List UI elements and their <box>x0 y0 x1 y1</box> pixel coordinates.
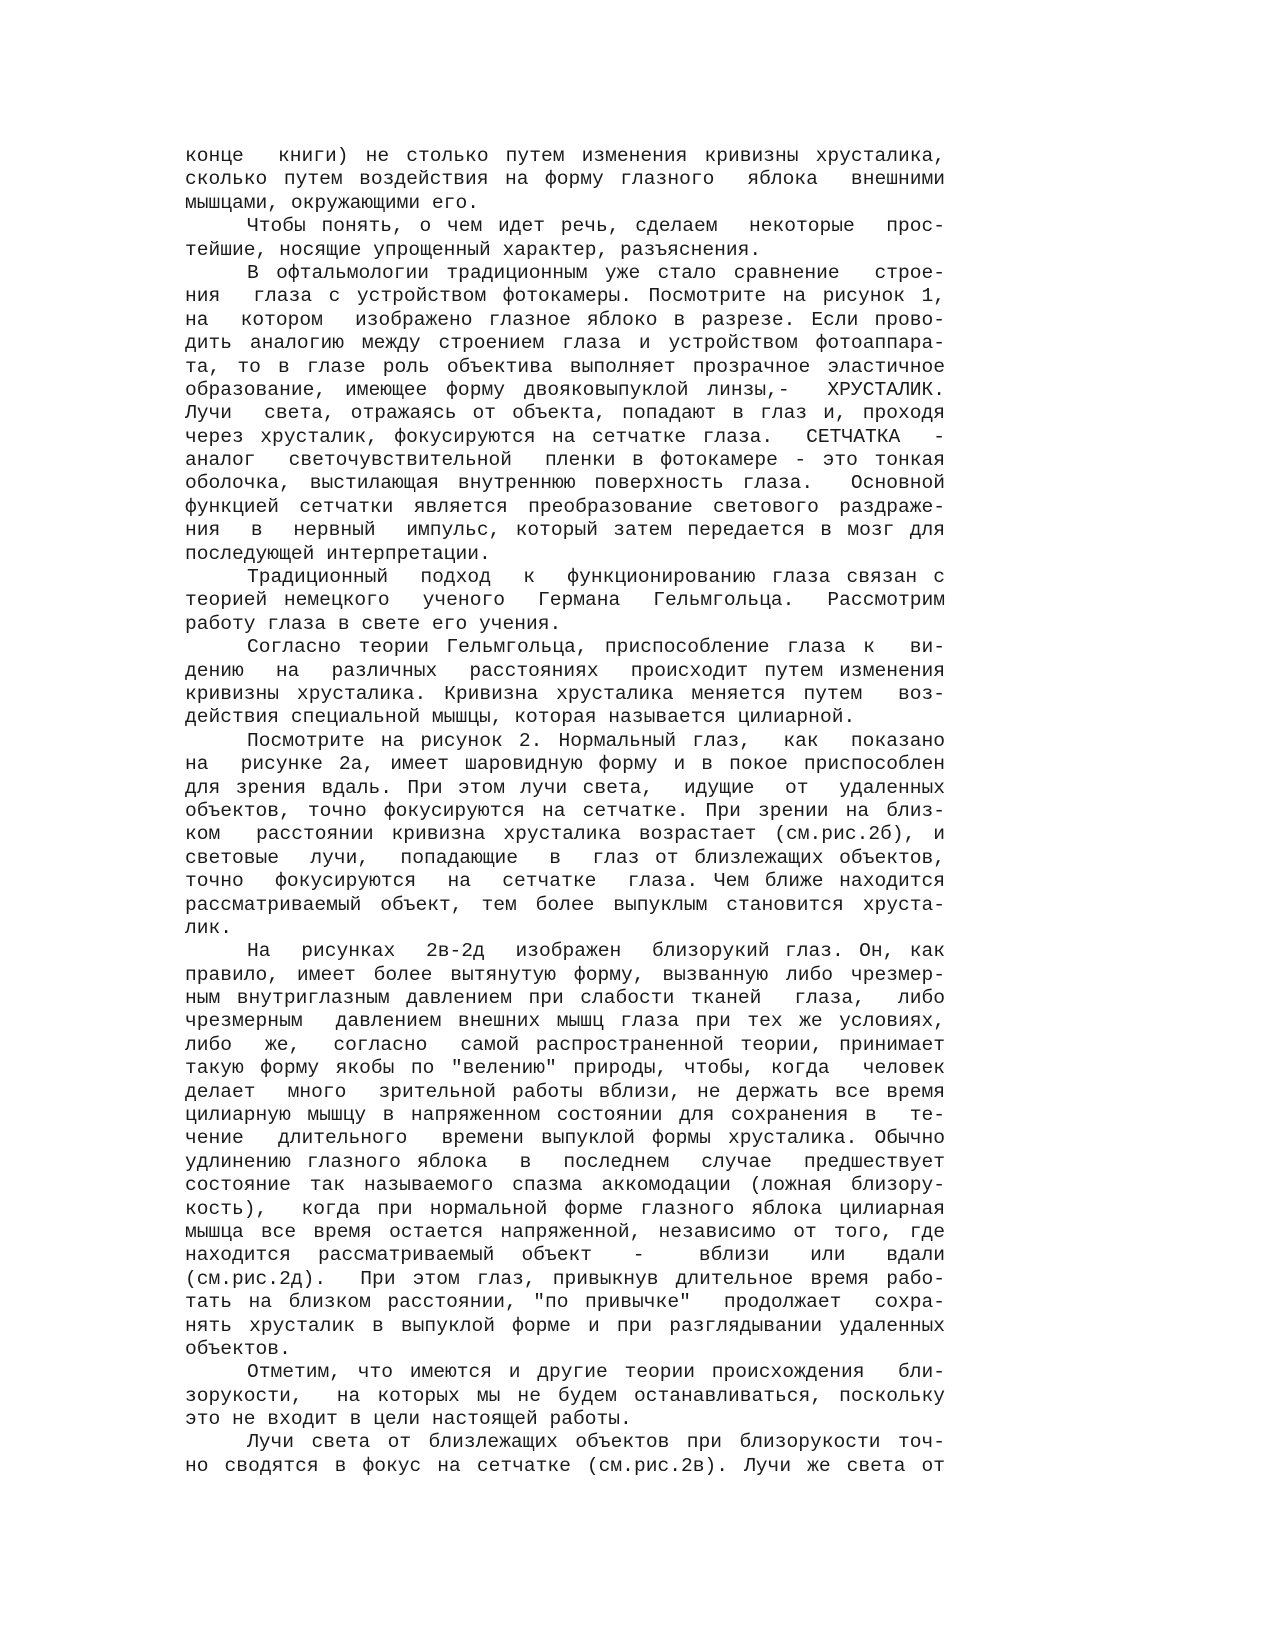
text-line: цилиарную мышцу в напряженном состоянии для сохранения в те- <box>185 1104 945 1127</box>
text-line: ния глаза с устройством фотокамеры. Посмотрите на рисунок 1, <box>185 285 945 308</box>
text-line: ным внутриглазным давлением при слабости тканей глаза, либо <box>185 987 945 1010</box>
text-line: находится рассматриваемый объект - вблизи или вдали <box>185 1244 945 1267</box>
text-line: либо же, согласно самой распространенной теории, принимает <box>185 1033 945 1056</box>
text-line: оболочка, выстилающая внутреннюю поверхность глаза. Основной <box>185 472 945 495</box>
text-line: последующей интерпретации. <box>185 542 491 565</box>
text-line: Лучи света, отражаясь от объекта, попадают в глаз и, проходя <box>185 402 945 425</box>
text-line: тейшие, носящие упрощенный характер, разъяснения. <box>185 238 762 261</box>
text-line: теорией немецкого ученого Германа Гельмгольца. Рассмотрим <box>185 589 945 612</box>
text-line: это не входит в цели настоящей работы. <box>185 1408 632 1431</box>
text-line: состояние так называемого спазма аккомодации (ложная близору- <box>185 1174 945 1197</box>
text-line: та, то в глазе роль объектива выполняет прозрачное эластичное <box>185 355 945 378</box>
text-line: образование, имеющее форму двояковыпуклой линзы,- ХРУСТАЛИК. <box>185 378 945 401</box>
text-line: Отметим, что имеются и другие теории происхождения бли- <box>247 1361 945 1384</box>
text-line: на котором изображено глазное яблоко в разрезе. Если прово- <box>185 308 945 331</box>
text-line: конце книги) не столько путем изменения кривизны хрусталика, <box>185 145 945 167</box>
text-line: кривизны хрусталика. Кривизна хрусталика меняется путем воз- <box>185 682 945 705</box>
text-line: На рисунках 2в-2д изображен близорукий глаз. Он, как <box>247 940 945 963</box>
text-line: через хрусталик, фокусируются на сетчатке глаза. СЕТЧАТКА - <box>185 425 945 448</box>
text-line: Традиционный подход к функционированию глаза связан с <box>247 566 945 589</box>
text-line: нять хрусталик в выпуклой форме и при разглядывании удаленных <box>185 1314 945 1337</box>
text-line: точно фокусируются на сетчатке глаза. Чем ближе находится <box>185 870 945 893</box>
text-line: Согласно теории Гельмгольца, приспособление глаза к ви- <box>247 636 945 659</box>
text-line: чение длительного времени выпуклой формы хрусталика. Обычно <box>185 1127 945 1150</box>
text-line: зорукости, на которых мы не будем останавливаться, поскольку <box>185 1384 945 1407</box>
text-line: ния в нервный импульс, который затем передается в мозг для <box>185 519 945 542</box>
text-line: дить аналогию между строением глаза и устройством фотоаппара- <box>185 332 945 355</box>
text-line: тать на близком расстоянии, "по привычке" продолжает сохра- <box>185 1291 945 1314</box>
text-line: но сводятся в фокус на сетчатке (см.рис.2в). Лучи же света от <box>185 1454 945 1477</box>
text-line: лик. <box>185 916 233 939</box>
text-line: объектов, точно фокусируются на сетчатке. При зрении на близ- <box>185 799 945 822</box>
text-line: на рисунке 2а, имеет шаровидную форму и в покое приспособлен <box>185 753 945 776</box>
text-line: рассматриваемый объект, тем более выпуклым становится хруста- <box>185 893 945 916</box>
text-line: мышца все время остается напряженной, независимо от того, где <box>185 1220 945 1243</box>
text-line: Посмотрите на рисунок 2. Нормальный глаз, как показано <box>247 729 945 752</box>
text-line: (см.рис.2д). При этом глаз, привыкнув длительное время рабо- <box>185 1267 945 1290</box>
text-line: чрезмерным давлением внешних мышц глаза при тех же условиях, <box>185 1010 945 1033</box>
text-line: работу глаза в свете его учения. <box>185 612 562 635</box>
text-line: кость), когда при нормальной форме глазного яблока цилиарная <box>185 1197 945 1220</box>
text-line: для зрения вдаль. При этом лучи света, идущие от удаленных <box>185 776 945 799</box>
text-line: такую форму якобы по "велению" природы, чтобы, когда человек <box>185 1057 945 1080</box>
text-line: В офтальмологии традиционным уже стало сравнение строе- <box>247 261 945 284</box>
text-line: функцией сетчатки является преобразование светового раздраже- <box>185 495 945 518</box>
text-line: удлинению глазного яблока в последнем случае предшествует <box>185 1150 945 1173</box>
text-line: ком расстоянии кривизна хрусталика возрастает (см.рис.2б), и <box>185 823 945 846</box>
text-line: объектов. <box>185 1337 291 1360</box>
document-page <box>185 145 945 1478</box>
text-line: делает много зрительной работы вблизи, не держать все время <box>185 1080 945 1103</box>
text-line: мышцами, окружающими его. <box>185 191 479 214</box>
text-line: Лучи света от близлежащих объектов при близорукости точ- <box>247 1431 945 1454</box>
text-line: аналог светочувствительной пленки в фотокамере - это тонкая <box>185 449 945 472</box>
text-line: Чтобы понять, о чем идет речь, сделаем некоторые прос- <box>247 215 945 238</box>
text-line: правило, имеет более вытянутую форму, вызванную либо чрезмер- <box>185 963 945 986</box>
text-line: действия специальной мышцы, которая называется цилиарной. <box>185 706 856 729</box>
text-line: сколько путем воздействия на форму глазного яблока внешними <box>185 168 945 191</box>
text-line: дению на различных расстояниях происходит путем изменения <box>185 659 945 682</box>
text-line: световые лучи, попадающие в глаз от близлежащих объектов, <box>185 846 945 869</box>
